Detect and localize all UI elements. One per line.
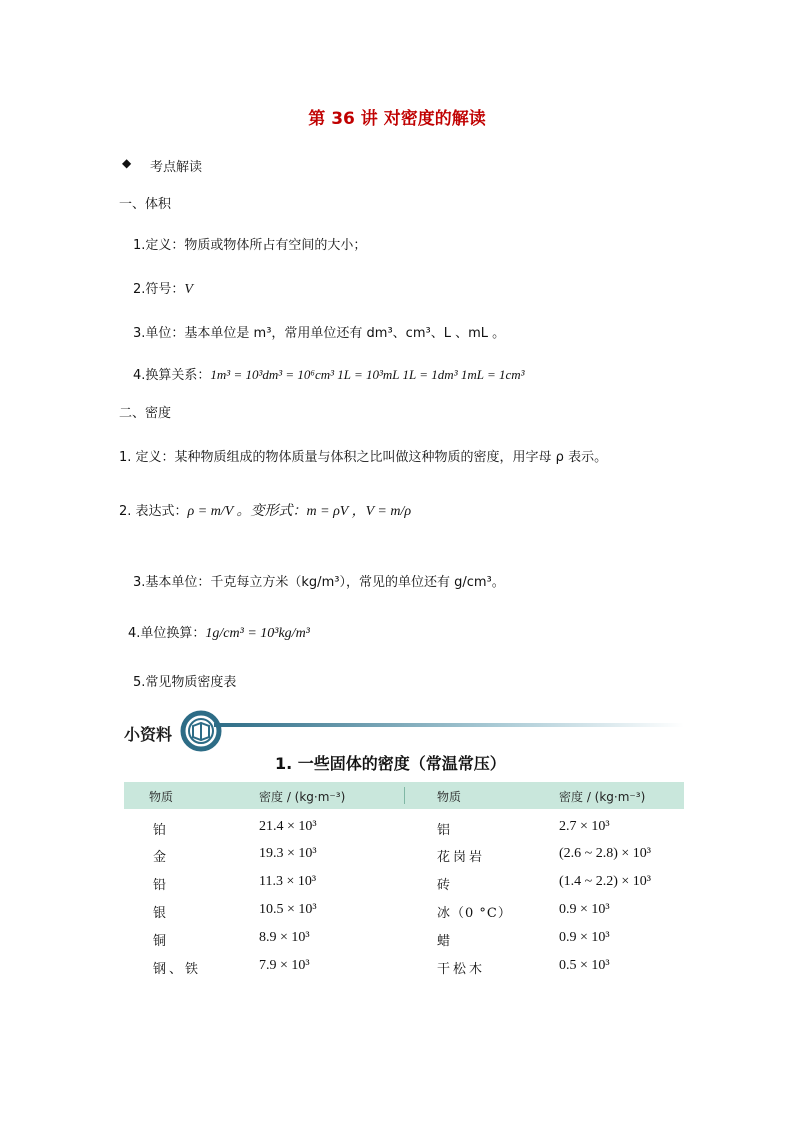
table-cell: 8.9 × 10³ (259, 930, 310, 945)
table-cell: 铂 (153, 823, 170, 838)
s2-item-unit-conversion (128, 622, 310, 642)
s1-item3-label: 3.单位： (133, 326, 185, 341)
table-header-cell: 密度 / (kg·m⁻³) (259, 790, 346, 804)
table-cell: 7.9 × 10³ (259, 958, 310, 973)
table-cell: 0.5 × 10³ (559, 958, 610, 973)
page-title: 第 36 讲 对密度的解读 (308, 109, 486, 129)
s2-item-density-table (133, 671, 236, 690)
table-cell: 干松木 (437, 962, 486, 977)
table-header-cell: 密度 / (kg·m⁻³) (559, 790, 646, 804)
table-cell: 花岗岩 (437, 850, 486, 865)
table-header-divider (404, 787, 405, 804)
table-header-cell: 物质 (149, 790, 174, 804)
table-cell: 铝 (437, 823, 454, 838)
bullet-diamond-icon: ◆ (122, 156, 132, 170)
table-cell: 10.5 × 10³ (259, 902, 317, 917)
table-cell: 蜡 (437, 934, 454, 949)
table-cell: 钢、铁 (153, 962, 202, 977)
table-cell: 11.3 × 10³ (259, 874, 317, 889)
table-cell: 0.9 × 10³ (559, 902, 610, 917)
s1-item-conversion (133, 364, 525, 383)
table-cell: 砖 (437, 878, 454, 893)
s1-item-unit (133, 322, 505, 341)
table-cell: 0.9 × 10³ (559, 930, 610, 945)
table-cell: 铜 (153, 934, 170, 949)
s1-item-symbol (133, 278, 193, 298)
table-cell: 冰（0 °C） (437, 906, 512, 921)
table-title: 1. 一些固体的密度（常温常压） (275, 754, 506, 773)
s1-item3-text: 基本单位是 m³，常用单位还有 dm³、cm³、L 、mL 。 (184, 326, 506, 341)
section1-heading: 一、体积 (119, 197, 172, 212)
s1-item2-label: 2.符号： (133, 282, 185, 297)
header-gradient-line (214, 723, 684, 727)
s2-item5-label: 5. (133, 675, 146, 690)
s2-item4-label: 4.单位换算： (128, 626, 206, 641)
s1-item1-text: 物质或物体所占有空间的大小； (184, 238, 367, 253)
book-icon (180, 710, 222, 752)
table-cell: (1.4 ~ 2.2) × 10³ (559, 874, 651, 889)
table-cell: (2.6 ~ 2.8) × 10³ (559, 846, 651, 861)
table-header-cell: 物质 (437, 790, 462, 804)
s2-item-base-unit (133, 571, 505, 590)
table-cell: 银 (153, 906, 170, 921)
table-cell: 2.7 × 10³ (559, 819, 610, 834)
s1-item4-label: 4.换算关系： (133, 368, 211, 383)
s1-item4-text: 1m³ = 10³dm³ = 10⁶cm³ 1L = 10³mL 1L = 1dm³ 1mL = 1cm³ (210, 367, 525, 382)
s2-item2-text: ρ = m/V 。变形式：m = ρV ，V = m/ρ (187, 504, 412, 519)
table-cell: 铅 (153, 878, 170, 893)
s2-item3-label: 3.基本单位： (133, 575, 211, 590)
box-tag: 小资料 (124, 725, 173, 744)
s2-item1-label: 1. 定义： (119, 450, 175, 465)
s2-item2-label: 2. 表达式： (119, 504, 188, 519)
s2-item4-text: 1g/cm³ = 10³kg/m³ (205, 626, 310, 641)
table-cell: 金 (153, 850, 170, 865)
s2-item-expression (119, 500, 411, 520)
table-cell: 19.3 × 10³ (259, 846, 317, 861)
s2-item5-text: 常见物质密度表 (145, 675, 237, 690)
s2-item3-text: 千克每立方米（kg/m³），常见的单位还有 g/cm³。 (210, 575, 505, 590)
section2-heading: 二、密度 (119, 406, 172, 421)
s1-item-definition (133, 234, 366, 253)
s1-item2-text: V (184, 282, 193, 297)
s1-item1-label: 1.定义： (133, 238, 185, 253)
s2-item1-text: 某种物质组成的物体质量与体积之比叫做这种物质的密度，用字母 ρ 表示。 (174, 450, 608, 465)
bullet-text: 考点解读 (150, 160, 203, 175)
table-cell: 21.4 × 10³ (259, 819, 317, 834)
s2-item-definition (119, 446, 607, 465)
